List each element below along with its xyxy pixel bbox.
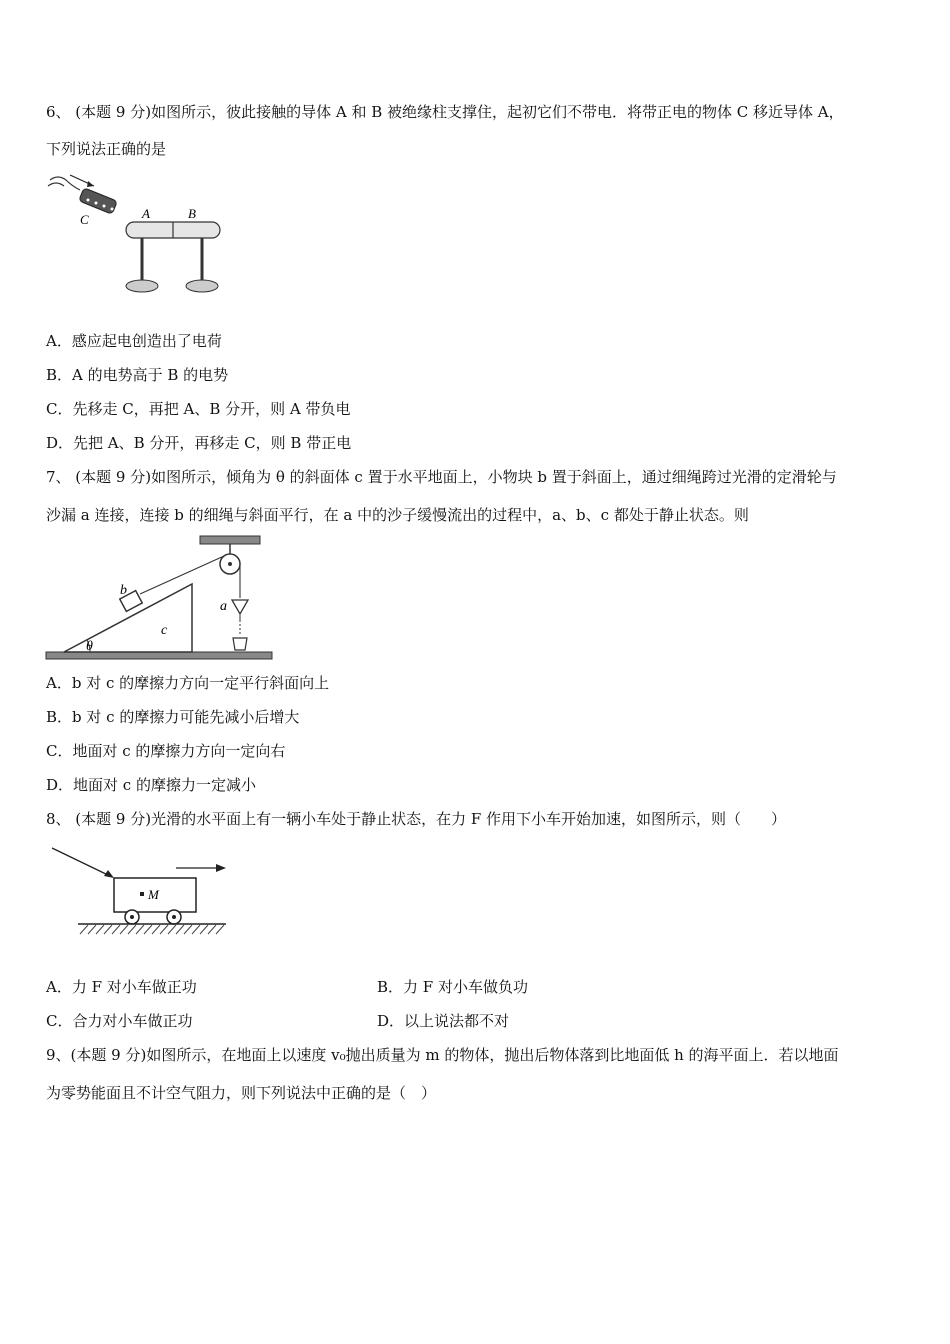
q8-option-c[interactable]: C．合力对小车做正功 [46, 1012, 193, 1030]
q9-stem-line1: 9、(本题 9 分)如图所示，在地面上以速度 v₀抛出质量为 m 的物体，抛出后物体落到比地面低 h 的海平面上．若以地面 [46, 1046, 839, 1064]
q6-stem-line1: 6、 (本题 9 分)如图所示，彼此接触的导体 A 和 B 被绝缘柱支撑住，起初它们不带电．将带正电的物体 C 移近导体 A， [46, 103, 844, 121]
q6-option-b[interactable]: B．A 的电势高于 B 的电势 [46, 366, 229, 384]
q8-stem-line1: 8、 (本题 9 分)光滑的水平面上有一辆小车处于静止状态，在力 F 作用下小车开始加速，如图所示，则（ ） [46, 810, 787, 828]
q7-option-b[interactable]: B．b 对 c 的摩擦力可能先减小后增大 [46, 708, 300, 726]
q7-sand-funnel-a [232, 600, 248, 614]
q6-figure-conductors [44, 170, 234, 300]
q8-force-arrow [52, 848, 110, 876]
q7-stem-line1: 7、 (本题 9 分)如图所示，倾角为 θ 的斜面体 c 置于水平地面上，小物块 b 置于斜面上，通过细绳跨过光滑的定滑轮与 [46, 468, 837, 486]
q8-option-a[interactable]: A．力 F 对小车做正功 [46, 978, 197, 996]
q7-label-a: a [220, 599, 227, 614]
q6-label-c: C [80, 212, 89, 227]
q8-figure-cart [46, 842, 232, 938]
q6-option-a[interactable]: A．感应起电创造出了电荷 [46, 332, 222, 350]
q8-label-m: M [148, 887, 159, 902]
q7-ceiling [200, 536, 260, 544]
q6-label-b: B [188, 206, 196, 221]
q8-option-d[interactable]: D．以上说法都不对 [377, 1012, 510, 1030]
q9-stem-line2: 为零势能面且不计空气阻力，则下列说法中正确的是（ ） [46, 1084, 437, 1102]
q7-cup [233, 638, 247, 650]
q6-option-c[interactable]: C．先移走 C，再把 A、B 分开，则 A 带负电 [46, 400, 351, 418]
q6-label-a: A [142, 206, 150, 221]
q7-ground [46, 652, 272, 659]
q7-label-c: c [161, 623, 168, 638]
q7-option-a[interactable]: A．b 对 c 的摩擦力方向一定平行斜面向上 [46, 674, 330, 692]
q7-label-theta: θ [86, 639, 93, 654]
q6-option-d[interactable]: D．先把 A、B 分开，再移走 C，则 B 带正电 [46, 434, 352, 452]
q6-stem-line2: 下列说法正确的是 [46, 140, 167, 158]
q7-figure-incline [44, 534, 276, 664]
q7-option-d[interactable]: D．地面对 c 的摩擦力一定减小 [46, 776, 256, 794]
q7-label-b: b [120, 583, 127, 598]
q6-charged-rod [48, 175, 117, 214]
q7-stem-line2: 沙漏 a 连接，连接 b 的细绳与斜面平行，在 a 中的沙子缓慢流出的过程中，a、b、c 都处于静止状态。则 [46, 506, 749, 524]
q7-option-c[interactable]: C．地面对 c 的摩擦力方向一定向右 [46, 742, 286, 760]
q8-option-b[interactable]: B．力 F 对小车做负功 [377, 978, 528, 996]
